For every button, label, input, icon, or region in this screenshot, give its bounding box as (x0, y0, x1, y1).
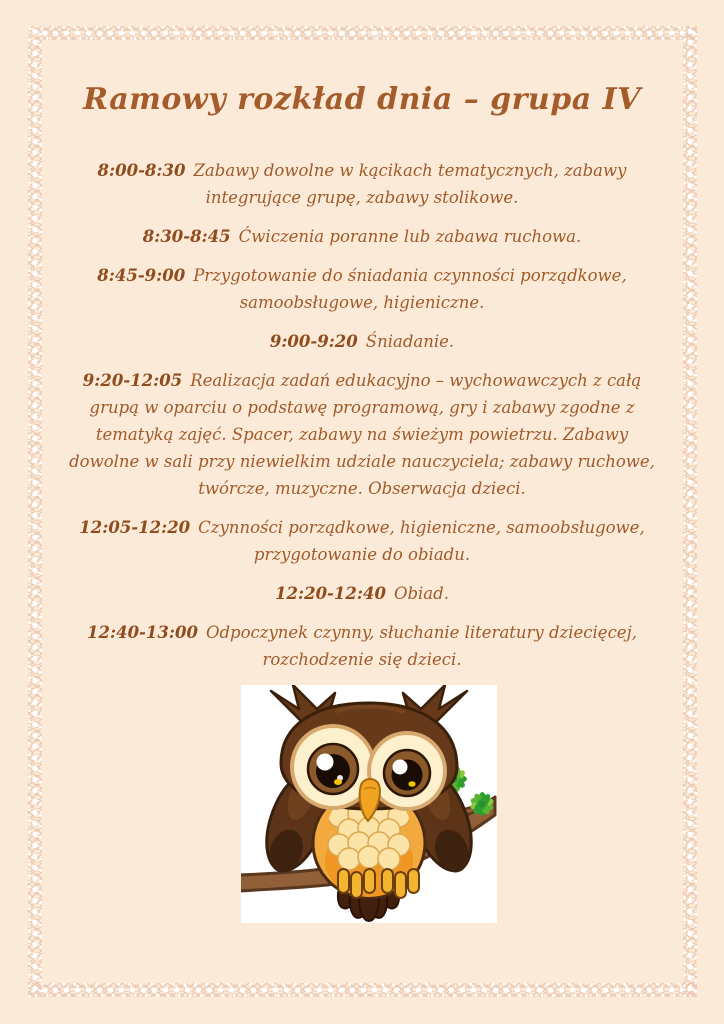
entry-time: 8:30-8:45 (142, 227, 231, 246)
schedule-entry (62, 262, 662, 316)
entry-time: 8:00-8:30 (97, 161, 186, 180)
entry-activity: Odpoczynek czynny, słuchanie literatury dziecięcej, rozchodzenie się dzieci. (205, 623, 637, 669)
entry-activity: Obiad. (393, 584, 449, 603)
border-left (28, 26, 42, 997)
entry-time: 12:20-12:40 (275, 584, 386, 603)
schedule-entry (62, 514, 662, 568)
entry-activity: Realizacja zadań edukacyjno – wychowawczych z całą grupą w oparciu o podstawę programową, gry i zabawy zgodne z tematyką zajęć. Spacer, zabawy na świeżym powietrzu. Zabawy dowolne w sali przy niewielkim udziale nauczyciela; zabawy ruchowe, twórcze, muzyczne. Obserwacja dzieci. (69, 371, 655, 498)
owl-on-branch-image (241, 685, 497, 923)
schedule-entry (62, 367, 662, 502)
schedule-entry (62, 223, 662, 250)
schedule-entry (62, 580, 662, 607)
entry-activity: Ćwiczenia poranne lub zabawa ruchowa. (238, 227, 582, 246)
entry-activity: Zabawy dowolne w kącikach tematycznych, zabawy integrujące grupę, zabawy stolikowe. (193, 161, 627, 207)
entry-time: 8:45-9:00 (97, 266, 186, 285)
schedule-entry (62, 328, 662, 355)
schedule-entry (62, 157, 662, 211)
border-bottom (28, 983, 697, 997)
schedule-entry (62, 619, 662, 673)
owl-illustration (241, 685, 497, 923)
entry-time: 12:05-12:20 (79, 518, 191, 537)
entry-time: 12:40-13:00 (87, 623, 198, 642)
entry-activity: Śniadanie. (365, 332, 455, 351)
entry-time: 9:00-9:20 (269, 332, 358, 351)
entry-activity: Przygotowanie do śniadania czynności porządkowe, samoobsługowe, higieniczne. (193, 266, 627, 312)
entry-activity: Czynności porządkowe, higieniczne, samoobsługowe, przygotowanie do obiadu. (198, 518, 645, 564)
schedule-list (62, 157, 662, 673)
page-title: Ramowy rozkład dnia – grupa IV (83, 82, 641, 117)
border-right (683, 26, 697, 997)
entry-time: 9:20-12:05 (82, 371, 183, 390)
